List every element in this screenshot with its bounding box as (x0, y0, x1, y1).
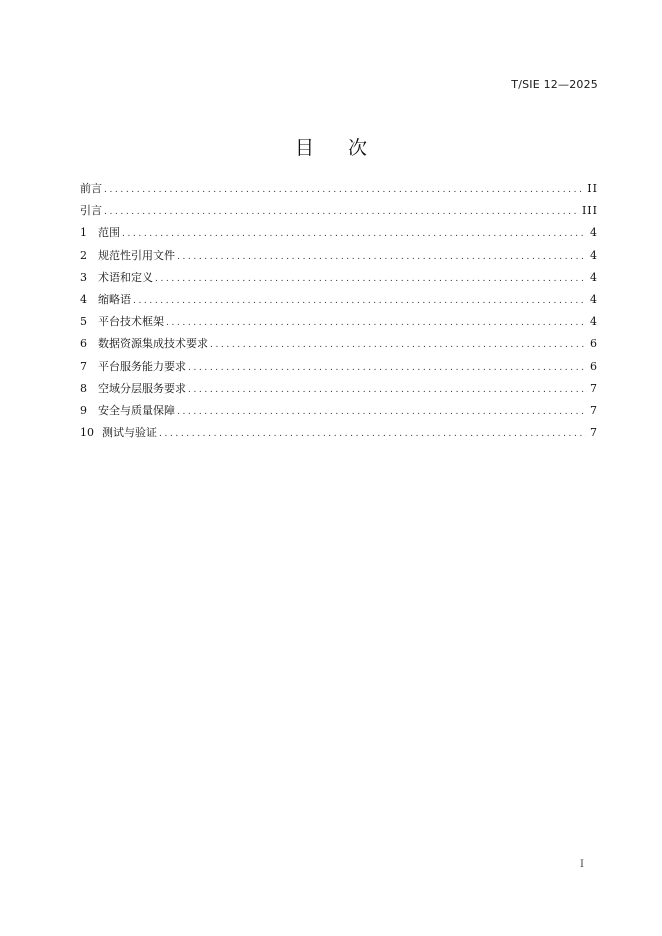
toc-entry-label: 空域分层服务要求 (98, 381, 186, 395)
toc-entry-5[interactable] (80, 311, 598, 333)
toc-leader-dots (155, 268, 586, 290)
toc-entry-page: 4 (590, 270, 598, 284)
toc-leader-dots (133, 290, 586, 312)
toc-entry-label: 范围 (98, 226, 120, 240)
page-number: I (580, 859, 584, 870)
toc-entry-label: 引言 (80, 204, 102, 218)
toc-leader-dots (122, 223, 586, 245)
toc-entry-page: III (581, 204, 598, 218)
toc-entry-page: 7 (590, 426, 598, 440)
toc-entry-page: II (587, 182, 598, 195)
toc-entry-introduction[interactable] (80, 200, 598, 222)
toc-entry-page: 4 (590, 226, 598, 240)
toc-leader-dots (188, 379, 586, 401)
toc-entry-page: 4 (590, 292, 598, 306)
toc-entry-number: 1 (80, 226, 87, 240)
toc-entry-number: 2 (80, 248, 87, 262)
toc-entry-label: 平台技术框架 (98, 315, 164, 329)
toc-entry-number: 4 (80, 292, 87, 306)
toc-leader-dots (104, 179, 583, 201)
toc-entry-page: 4 (590, 248, 598, 262)
toc-title-char-2: 次 (348, 137, 368, 159)
toc-entry-page: 4 (590, 315, 598, 329)
toc-entry-number: 8 (80, 381, 87, 395)
toc-list (80, 178, 598, 444)
toc-title-char-1: 目 (294, 137, 314, 159)
toc-entry-page: 7 (590, 403, 598, 417)
toc-entry-label: 测试与验证 (102, 426, 157, 440)
toc-entry-label: 术语和定义 (98, 270, 153, 284)
document-code: T/SIE 12—2025 (511, 78, 598, 91)
toc-entry-number: 6 (80, 337, 87, 351)
toc-entry-3[interactable] (80, 267, 598, 289)
toc-leader-dots (104, 201, 578, 223)
toc-entry-foreword[interactable] (80, 178, 598, 200)
toc-entry-9[interactable] (80, 400, 598, 422)
toc-leader-dots (188, 357, 586, 379)
toc-leader-dots (177, 401, 586, 423)
toc-entry-4[interactable] (80, 289, 598, 311)
toc-entry-number: 3 (80, 270, 87, 284)
toc-leader-dots (210, 334, 586, 356)
toc-entry-label: 安全与质量保障 (98, 403, 175, 417)
toc-entry-8[interactable] (80, 378, 598, 400)
toc-leader-dots (166, 312, 586, 334)
toc-entry-2[interactable] (80, 245, 598, 267)
toc-entry-page: 7 (590, 381, 598, 395)
toc-entry-page: 6 (590, 337, 598, 351)
toc-entry-1[interactable] (80, 222, 598, 244)
toc-entry-number: 5 (80, 315, 87, 329)
toc-leader-dots (159, 423, 586, 445)
toc-entry-label: 平台服务能力要求 (98, 359, 186, 373)
toc-entry-label: 缩略语 (98, 292, 131, 306)
toc-entry-number: 10 (80, 426, 94, 440)
toc-title (0, 133, 662, 160)
toc-entry-label: 数据资源集成技术要求 (98, 337, 208, 351)
toc-entry-label: 规范性引用文件 (98, 248, 175, 262)
toc-entry-10[interactable] (80, 422, 598, 444)
toc-entry-label: 前言 (80, 182, 102, 195)
toc-entry-page: 6 (590, 359, 598, 373)
toc-entry-number: 9 (80, 403, 87, 417)
toc-entry-number: 7 (80, 359, 87, 373)
toc-entry-7[interactable] (80, 356, 598, 378)
toc-entry-6[interactable] (80, 333, 598, 355)
toc-leader-dots (177, 246, 586, 268)
